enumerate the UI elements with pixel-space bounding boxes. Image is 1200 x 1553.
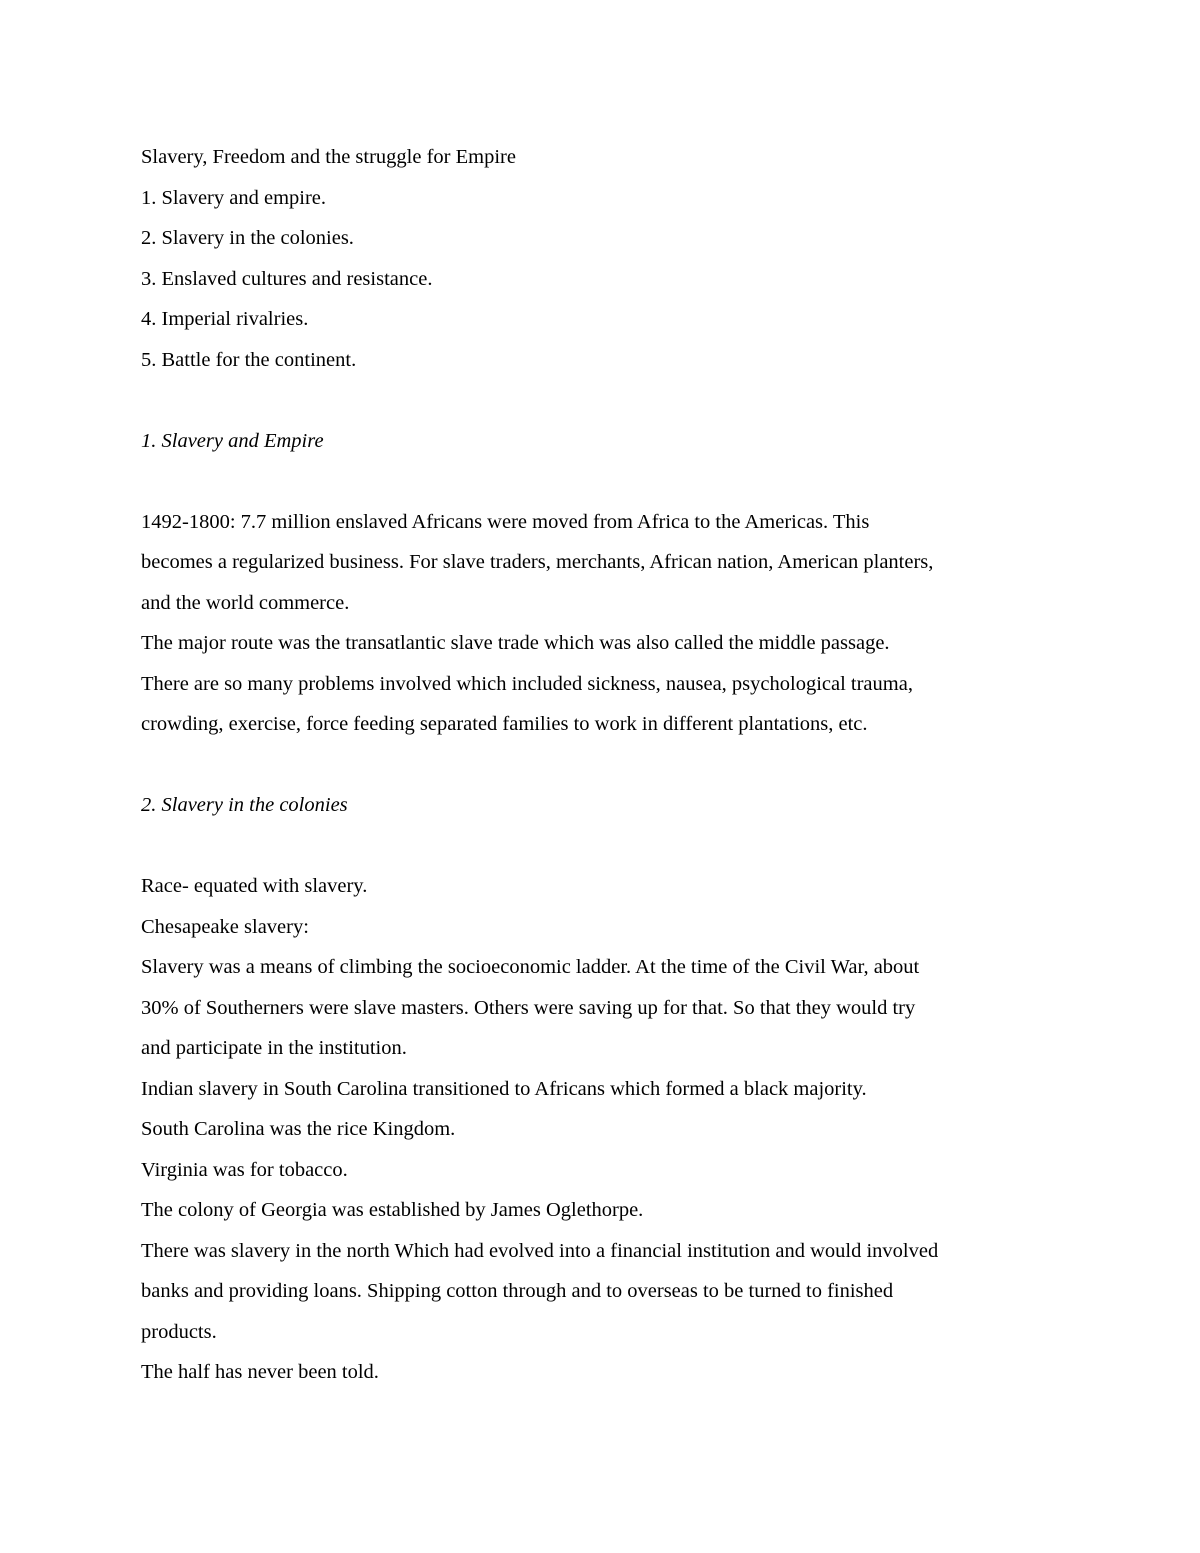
outline-item: 1. Slavery and empire. [141,186,327,209]
paragraph-line: 30% of Southerners were slave masters. Others were saving up for that. So that they would try [141,996,916,1019]
outline-item: 3. Enslaved cultures and resistance. [141,267,433,290]
outline-item: 5. Battle for the continent. [141,348,357,371]
blank-line [141,385,1071,426]
paragraph-line: and the world commerce. [141,591,350,614]
paragraph-line: becomes a regularized business. For slave traders, merchants, African nation, American planters, [141,551,934,573]
section-slavery-in-the-colonies [141,790,1071,1398]
outline-item: 2. Slavery in the colonies. [141,227,354,249]
paragraph-line: Virginia was for tobacco. [141,1158,348,1181]
paragraph-line: South Carolina was the rice Kingdom. [141,1118,456,1140]
document-body [141,142,1071,1398]
outline-item: 4. Imperial rivalries. [141,308,309,330]
paragraph-line: Slavery was a means of climbing the socioeconomic ladder. At the time of the Civil War, about [141,956,920,978]
paragraph-line: 1492-1800: 7.7 million enslaved Africans were moved from Africa to the Americas. This [141,510,870,533]
paragraph-line: Race- equated with slavery. [141,875,368,897]
paragraph-line: and participate in the institution. [141,1037,407,1059]
section-slavery-and-empire [141,426,1071,750]
blank-line [141,831,1071,872]
section-heading: 1. Slavery and Empire [141,429,324,452]
paragraph-line: banks and providing loans. Shipping cotton through and to overseas to be turned to finished [141,1280,894,1302]
paragraph-line: There was slavery in the north Which had evolved into a financial institution and would involved [141,1239,939,1262]
paragraph-line: The major route was the transatlantic slave trade which was also called the middle passage. [141,632,890,654]
document-title: Slavery, Freedom and the struggle for Empire [141,146,516,168]
section-heading: 2. Slavery in the colonies [141,794,348,816]
blank-line [141,466,1071,507]
paragraph-line: Indian slavery in South Carolina transitioned to Africans which formed a black majority. [141,1077,867,1100]
blank-line [141,750,1071,791]
paragraph-line: Chesapeake slavery: [141,915,309,938]
paragraph-line: products. [141,1320,217,1343]
paragraph-line: The colony of Georgia was established by James Oglethorpe. [141,1199,644,1221]
outline-list [141,183,1071,386]
paragraph-line: The half has never been told. [141,1361,379,1383]
paragraph-line: There are so many problems involved which included sickness, nausea, psychological trauma, [141,672,913,695]
paragraph-line: crowding, exercise, force feeding separated families to work in different plantations, etc. [141,713,868,735]
